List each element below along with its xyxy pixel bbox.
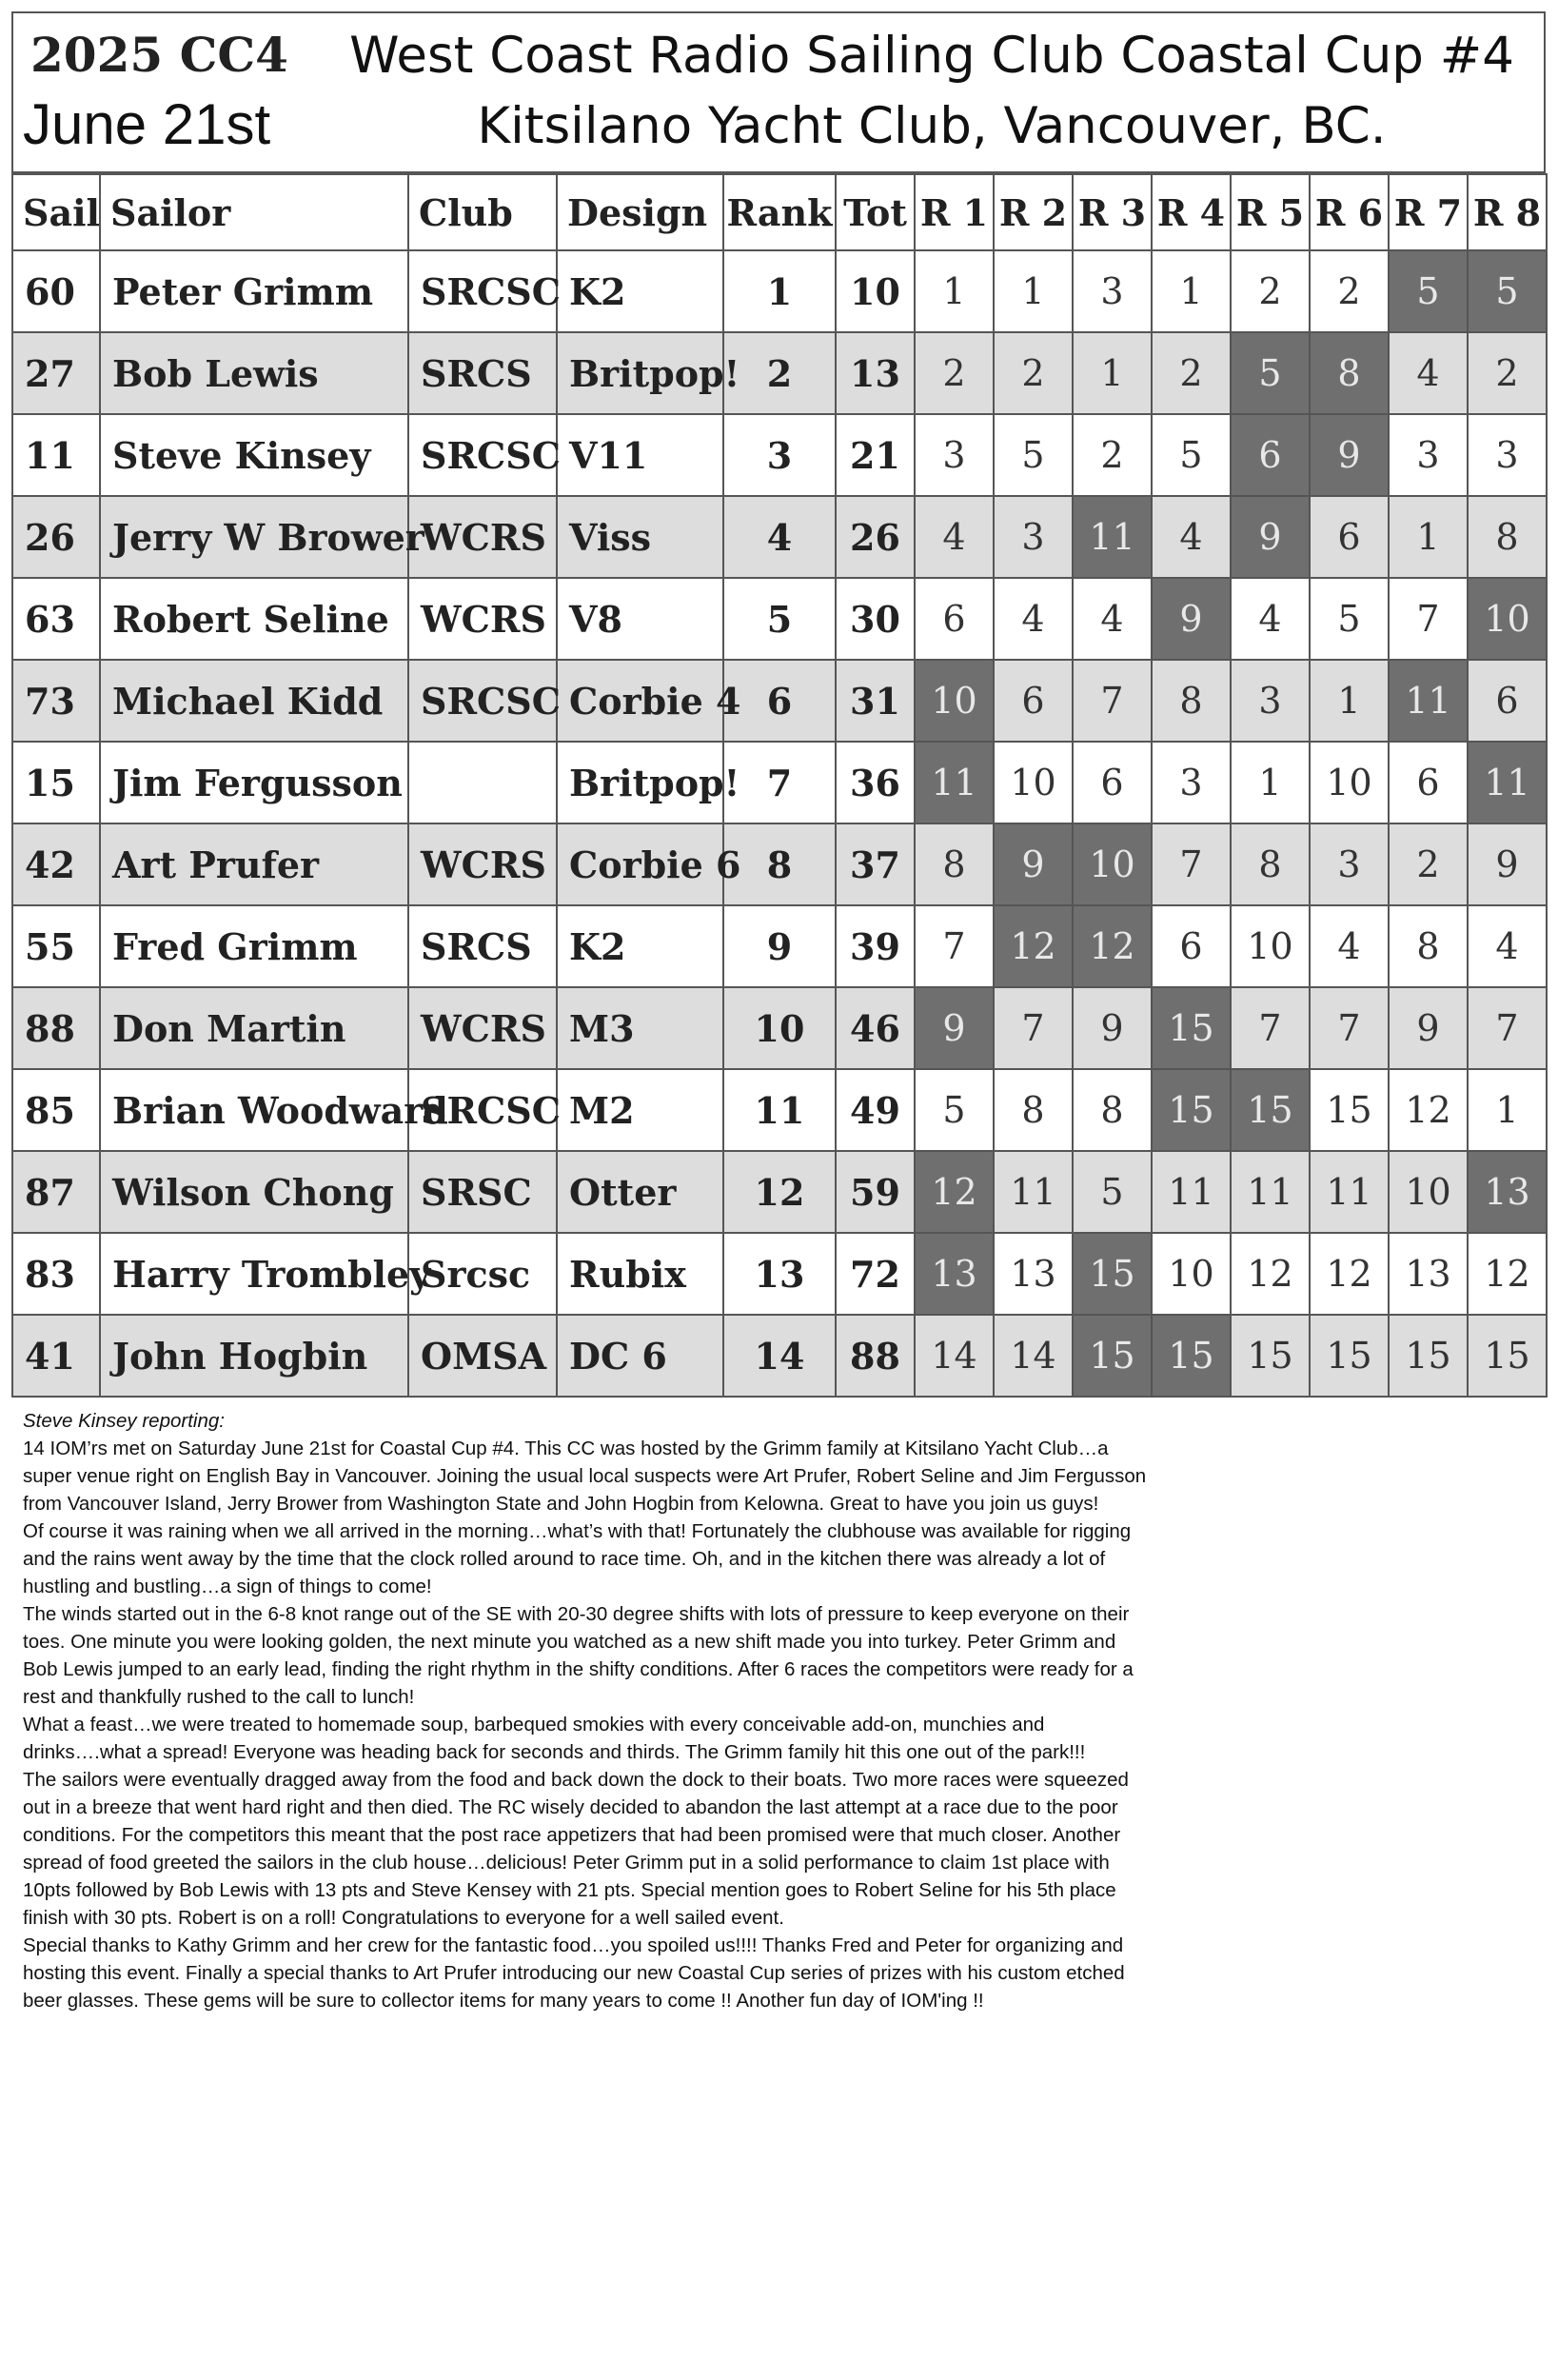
col-header-r4: R 4 <box>1152 174 1231 250</box>
rank-cell: 1 <box>723 250 836 332</box>
sailor-cell: Harry Trombley <box>100 1233 408 1315</box>
club-cell: WCRS <box>408 823 557 905</box>
race-score: 7 <box>1152 823 1231 905</box>
rank-cell: 5 <box>723 578 836 660</box>
race-score: 6 <box>915 578 994 660</box>
event-code: 2025 CC4 <box>30 27 288 83</box>
total-cell: 46 <box>836 987 915 1069</box>
sailor-cell: Fred Grimm <box>100 905 408 987</box>
design-cell: V11 <box>557 414 723 496</box>
report-paragraph: The winds started out in the 6-8 knot range out of the SE with 20-30 degree shifts with lots of pressure to keep everyone on their toes. One minute you were looking golden, the next minute you watched as a new shift made you into turkey. Peter Grimm and Bob Lewis jumped to an early lead, finding the right rhythm in the shifty conditions. After 6 races the competitors were ready for a rest and thankfully rushed to the call to lunch! <box>23 1603 1134 1708</box>
design-cell: K2 <box>557 250 723 332</box>
rank-cell: 8 <box>723 823 836 905</box>
race-score: 6 <box>1152 905 1231 987</box>
table-row <box>12 250 1547 332</box>
sailor-cell: Jerry W Brower <box>100 496 408 578</box>
race-score: 1 <box>1310 660 1389 742</box>
race-score-dropped: 5 <box>1389 250 1468 332</box>
report-paragraph: The sailors were eventually dragged away from the food and back down the dock to their boats. Two more races were squeezed out in a breeze that went hard right and then died. The RC wisely decided to abandon the last attempt at a race due to the poor conditions. For the competitors this meant that the post race appetizers that had been promised were that much closer. Another spread of food greeted the sailors in the club house…delicious! Peter Grimm put in a solid performance to claim 1st place with 10pts followed by Bob Lewis with 13 pts and Steve Kensey with 21 pts. Special mention goes to Robert Seline for his 5th place finish with 30 pts. Robert is on a roll! Congratulations to everyone for a well sailed event. <box>23 1769 1129 1929</box>
event-header <box>11 11 1546 173</box>
table-header-row <box>12 174 1547 250</box>
col-header-r1: R 1 <box>915 174 994 250</box>
race-score: 4 <box>1073 578 1152 660</box>
sail-cell: 15 <box>12 742 100 823</box>
race-score: 4 <box>1468 905 1547 987</box>
club-cell: SRCS <box>408 332 557 414</box>
col-header-r6: R 6 <box>1310 174 1389 250</box>
total-cell: 49 <box>836 1069 915 1151</box>
race-score-dropped: 10 <box>915 660 994 742</box>
race-score: 9 <box>1468 823 1547 905</box>
race-score-dropped: 10 <box>1468 578 1547 660</box>
total-cell: 72 <box>836 1233 915 1315</box>
sail-cell: 26 <box>12 496 100 578</box>
race-score: 8 <box>1389 905 1468 987</box>
table-row <box>12 1315 1547 1397</box>
event-title-line1: West Coast Radio Sailing Club Coastal Cup #4 <box>349 27 1514 85</box>
race-score: 8 <box>994 1069 1073 1151</box>
race-score: 1 <box>1073 332 1152 414</box>
sail-cell: 73 <box>12 660 100 742</box>
race-score: 1 <box>1231 742 1310 823</box>
club-cell: WCRS <box>408 496 557 578</box>
club-cell: Srcsc <box>408 1233 557 1315</box>
col-header-r5: R 5 <box>1231 174 1310 250</box>
race-score: 14 <box>994 1315 1073 1397</box>
total-cell: 39 <box>836 905 915 987</box>
race-score-dropped: 11 <box>1468 742 1547 823</box>
race-score: 15 <box>1310 1069 1389 1151</box>
club-cell: OMSA <box>408 1315 557 1397</box>
race-score: 3 <box>1468 414 1547 496</box>
sail-cell: 63 <box>12 578 100 660</box>
total-cell: 21 <box>836 414 915 496</box>
total-cell: 30 <box>836 578 915 660</box>
race-score-dropped: 15 <box>1073 1315 1152 1397</box>
race-score-dropped: 5 <box>1468 250 1547 332</box>
table-row <box>12 414 1547 496</box>
sail-cell: 60 <box>12 250 100 332</box>
race-score-dropped: 13 <box>915 1233 994 1315</box>
race-score: 7 <box>1468 987 1547 1069</box>
sailor-cell: Brian Woodward <box>100 1069 408 1151</box>
report-paragraph: What a feast…we were treated to homemade soup, barbequed smokies with every conceivable add-on, munchies and drinks….what a spread! Everyone was heading back for seconds and thirds. The Grimm family hit this one out of the park!!! <box>23 1714 1086 1763</box>
club-cell: SRSC <box>408 1151 557 1233</box>
table-row <box>12 823 1547 905</box>
total-cell: 36 <box>836 742 915 823</box>
race-score-dropped: 12 <box>915 1151 994 1233</box>
race-score: 2 <box>915 332 994 414</box>
sail-cell: 87 <box>12 1151 100 1233</box>
race-score: 2 <box>1073 414 1152 496</box>
race-score: 1 <box>994 250 1073 332</box>
race-score: 8 <box>1152 660 1231 742</box>
race-score: 11 <box>1152 1151 1231 1233</box>
race-score: 8 <box>1231 823 1310 905</box>
table-row <box>12 905 1547 987</box>
club-cell: SRCSC <box>408 250 557 332</box>
col-header-sail: Sail <box>12 174 100 250</box>
rank-cell: 11 <box>723 1069 836 1151</box>
race-score: 10 <box>1389 1151 1468 1233</box>
club-cell: SRCSC <box>408 414 557 496</box>
race-score: 1 <box>1152 250 1231 332</box>
col-header-rank: Rank <box>723 174 836 250</box>
race-score: 6 <box>994 660 1073 742</box>
race-score-dropped: 15 <box>1152 1069 1231 1151</box>
club-cell <box>408 742 557 823</box>
race-score: 12 <box>1468 1233 1547 1315</box>
race-report <box>23 1407 1155 2014</box>
race-score: 6 <box>1468 660 1547 742</box>
total-cell: 88 <box>836 1315 915 1397</box>
race-score: 9 <box>1073 987 1152 1069</box>
club-cell: SRCSC <box>408 660 557 742</box>
col-header-r3: R 3 <box>1073 174 1152 250</box>
race-score: 11 <box>1231 1151 1310 1233</box>
race-score-dropped: 12 <box>1073 905 1152 987</box>
table-row <box>12 660 1547 742</box>
race-score: 13 <box>1389 1233 1468 1315</box>
race-score-dropped: 13 <box>1468 1151 1547 1233</box>
sailor-cell: Steve Kinsey <box>100 414 408 496</box>
design-cell: Rubix <box>557 1233 723 1315</box>
race-score: 10 <box>1231 905 1310 987</box>
table-row <box>12 742 1547 823</box>
race-score: 1 <box>915 250 994 332</box>
rank-cell: 12 <box>723 1151 836 1233</box>
race-score: 13 <box>994 1233 1073 1315</box>
design-cell: Otter <box>557 1151 723 1233</box>
total-cell: 26 <box>836 496 915 578</box>
race-score: 4 <box>1310 905 1389 987</box>
rank-cell: 14 <box>723 1315 836 1397</box>
total-cell: 59 <box>836 1151 915 1233</box>
race-score-dropped: 9 <box>1231 496 1310 578</box>
race-score: 2 <box>1231 250 1310 332</box>
race-score: 4 <box>1231 578 1310 660</box>
design-cell: M3 <box>557 987 723 1069</box>
race-score-dropped: 11 <box>1073 496 1152 578</box>
race-score: 15 <box>1468 1315 1547 1397</box>
race-score: 7 <box>1231 987 1310 1069</box>
event-date: June 21st <box>23 92 271 156</box>
race-score: 3 <box>915 414 994 496</box>
race-score-dropped: 15 <box>1152 987 1231 1069</box>
race-score: 5 <box>1073 1151 1152 1233</box>
design-cell: Corbie 6 <box>557 823 723 905</box>
race-score: 5 <box>1310 578 1389 660</box>
club-cell: WCRS <box>408 987 557 1069</box>
club-cell: SRCSC <box>408 1069 557 1151</box>
design-cell: Viss <box>557 496 723 578</box>
results-table <box>11 173 1548 1398</box>
event-title <box>332 21 1531 162</box>
race-score: 12 <box>1389 1069 1468 1151</box>
race-score-dropped: 11 <box>915 742 994 823</box>
race-score: 12 <box>1231 1233 1310 1315</box>
race-score: 12 <box>1310 1233 1389 1315</box>
race-score-dropped: 8 <box>1310 332 1389 414</box>
race-score-dropped: 10 <box>1073 823 1152 905</box>
col-header-sailor: Sailor <box>100 174 408 250</box>
rank-cell: 13 <box>723 1233 836 1315</box>
sailor-cell: Robert Seline <box>100 578 408 660</box>
design-cell: Corbie 4 <box>557 660 723 742</box>
report-paragraph: Of course it was raining when we all arrived in the morning…what’s with that! Fortunately the clubhouse was available for rigging and the rains went away by the time that the clock rolled around to race time. Oh, and in the kitchen there was already a lot of hustling and bustling…a sign of things to come! <box>23 1520 1132 1597</box>
race-score: 5 <box>915 1069 994 1151</box>
race-score-dropped: 6 <box>1231 414 1310 496</box>
race-score-dropped: 12 <box>994 905 1073 987</box>
race-score: 4 <box>1389 332 1468 414</box>
club-cell: WCRS <box>408 578 557 660</box>
race-score: 3 <box>994 496 1073 578</box>
club-cell: SRCS <box>408 905 557 987</box>
sailor-cell: Peter Grimm <box>100 250 408 332</box>
design-cell: Britpop! <box>557 742 723 823</box>
total-cell: 37 <box>836 823 915 905</box>
col-header-r2: R 2 <box>994 174 1073 250</box>
race-score: 4 <box>994 578 1073 660</box>
race-score: 4 <box>915 496 994 578</box>
rank-cell: 2 <box>723 332 836 414</box>
race-score: 4 <box>1152 496 1231 578</box>
rank-cell: 3 <box>723 414 836 496</box>
race-score: 5 <box>1152 414 1231 496</box>
race-score: 3 <box>1152 742 1231 823</box>
race-score: 8 <box>1073 1069 1152 1151</box>
design-cell: M2 <box>557 1069 723 1151</box>
sailor-cell: Michael Kidd <box>100 660 408 742</box>
race-score: 7 <box>1310 987 1389 1069</box>
race-score: 14 <box>915 1315 994 1397</box>
race-score-dropped: 9 <box>915 987 994 1069</box>
event-title-line2: Kitsilano Yacht Club, Vancouver, BC. <box>477 97 1387 155</box>
sailor-cell: Don Martin <box>100 987 408 1069</box>
race-score: 2 <box>1468 332 1547 414</box>
race-score: 10 <box>1310 742 1389 823</box>
table-row <box>12 1069 1547 1151</box>
rank-cell: 9 <box>723 905 836 987</box>
race-score: 15 <box>1389 1315 1468 1397</box>
design-cell: V8 <box>557 578 723 660</box>
sail-cell: 41 <box>12 1315 100 1397</box>
race-score: 15 <box>1231 1315 1310 1397</box>
rank-cell: 10 <box>723 987 836 1069</box>
sail-cell: 55 <box>12 905 100 987</box>
table-row <box>12 987 1547 1069</box>
report-paragraph: Special thanks to Kathy Grimm and her crew for the fantastic food…you spoiled us!!!! Thanks Fred and Peter for organizing and hosting this event. Finally a special thanks to Art Prufer introducing our new Coastal Cup series of prizes with his custom etched beer glasses. These gems will be sure to collector items for many years to come !! Another fun day of IOM'ing !! <box>23 1934 1125 2012</box>
race-score-dropped: 15 <box>1073 1233 1152 1315</box>
race-score: 11 <box>994 1151 1073 1233</box>
race-score: 9 <box>1389 987 1468 1069</box>
race-score: 3 <box>1389 414 1468 496</box>
race-score: 7 <box>915 905 994 987</box>
total-cell: 10 <box>836 250 915 332</box>
race-score: 6 <box>1310 496 1389 578</box>
sail-cell: 85 <box>12 1069 100 1151</box>
race-score: 6 <box>1073 742 1152 823</box>
table-row <box>12 332 1547 414</box>
col-header-design: Design <box>557 174 723 250</box>
table-row <box>12 1233 1547 1315</box>
race-score: 3 <box>1231 660 1310 742</box>
race-score: 3 <box>1310 823 1389 905</box>
race-score: 3 <box>1073 250 1152 332</box>
race-score: 10 <box>1152 1233 1231 1315</box>
report-paragraph: 14 IOM’rs met on Saturday June 21st for Coastal Cup #4. This CC was hosted by the Grimm family at Kitsilano Yacht Club…a super venue right on English Bay in Vancouver. Joining the usual local suspects were Art Prufer, Robert Seline and Jim Fergusson from Vancouver Island, Jerry Brower from Washington State and John Hogbin from Kelowna. Great to have you join us guys! <box>23 1438 1147 1515</box>
race-score: 2 <box>1310 250 1389 332</box>
race-score: 2 <box>1389 823 1468 905</box>
sailor-cell: Jim Fergusson <box>100 742 408 823</box>
sail-cell: 11 <box>12 414 100 496</box>
sailor-cell: Art Prufer <box>100 823 408 905</box>
race-score-dropped: 9 <box>994 823 1073 905</box>
design-cell: Britpop! <box>557 332 723 414</box>
race-score: 8 <box>1468 496 1547 578</box>
race-score: 6 <box>1389 742 1468 823</box>
design-cell: DC 6 <box>557 1315 723 1397</box>
col-header-r8: R 8 <box>1468 174 1547 250</box>
race-score: 1 <box>1389 496 1468 578</box>
table-row <box>12 496 1547 578</box>
rank-cell: 7 <box>723 742 836 823</box>
race-score-dropped: 11 <box>1389 660 1468 742</box>
sail-cell: 42 <box>12 823 100 905</box>
sail-cell: 83 <box>12 1233 100 1315</box>
sailor-cell: Wilson Chong <box>100 1151 408 1233</box>
race-score: 2 <box>994 332 1073 414</box>
race-score: 7 <box>1389 578 1468 660</box>
race-score: 10 <box>994 742 1073 823</box>
race-score: 7 <box>1073 660 1152 742</box>
table-row <box>12 578 1547 660</box>
sailor-cell: John Hogbin <box>100 1315 408 1397</box>
sail-cell: 88 <box>12 987 100 1069</box>
race-score-dropped: 15 <box>1231 1069 1310 1151</box>
race-score-dropped: 15 <box>1152 1315 1231 1397</box>
design-cell: K2 <box>557 905 723 987</box>
sail-cell: 27 <box>12 332 100 414</box>
race-score: 8 <box>915 823 994 905</box>
col-header-tot: Tot <box>836 174 915 250</box>
col-header-club: Club <box>408 174 557 250</box>
race-score: 11 <box>1310 1151 1389 1233</box>
sailor-cell: Bob Lewis <box>100 332 408 414</box>
report-byline: Steve Kinsey reporting: <box>23 1410 225 1432</box>
race-score-dropped: 9 <box>1310 414 1389 496</box>
rank-cell: 4 <box>723 496 836 578</box>
race-score: 5 <box>994 414 1073 496</box>
results-body <box>12 250 1547 1397</box>
race-score-dropped: 9 <box>1152 578 1231 660</box>
total-cell: 31 <box>836 660 915 742</box>
race-score: 1 <box>1468 1069 1547 1151</box>
table-row <box>12 1151 1547 1233</box>
race-score: 7 <box>994 987 1073 1069</box>
col-header-r7: R 7 <box>1389 174 1468 250</box>
race-score-dropped: 5 <box>1231 332 1310 414</box>
rank-cell: 6 <box>723 660 836 742</box>
total-cell: 13 <box>836 332 915 414</box>
race-score: 15 <box>1310 1315 1389 1397</box>
race-score: 2 <box>1152 332 1231 414</box>
